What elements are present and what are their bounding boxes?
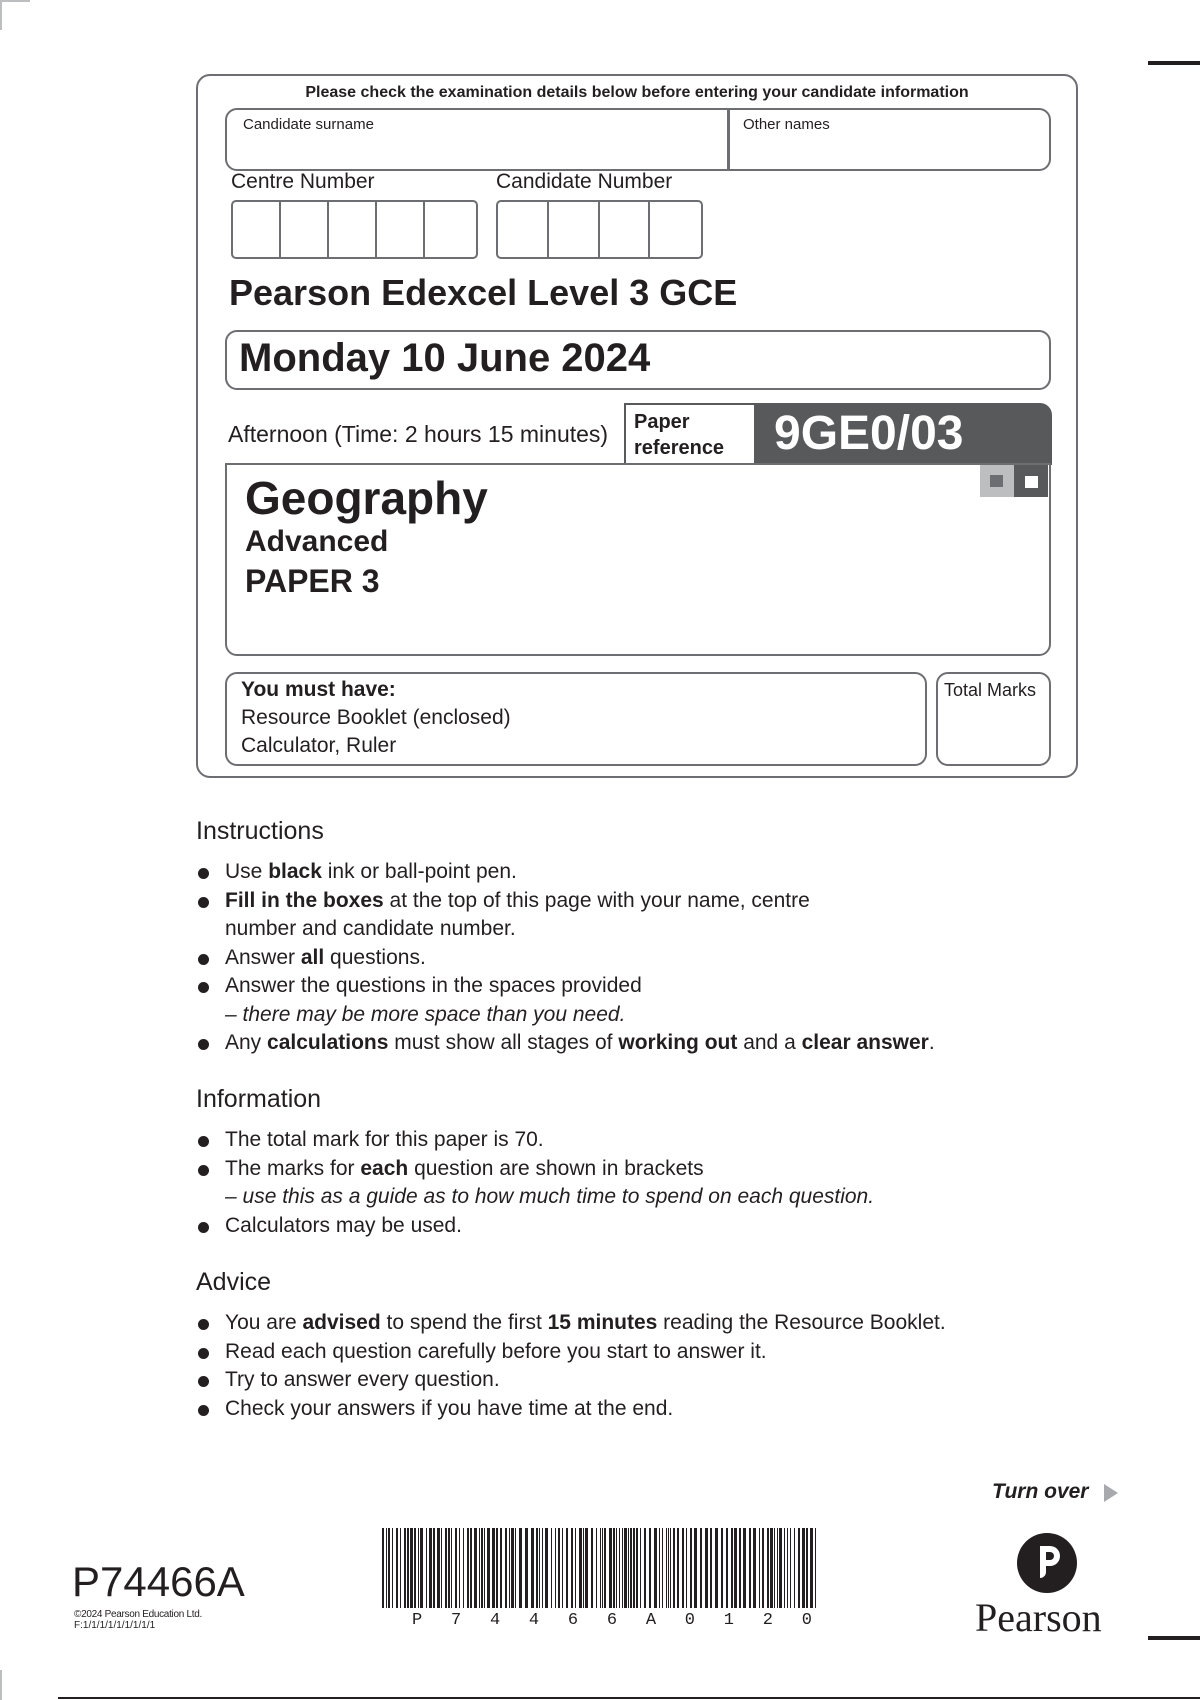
copyright-text: ©2024 Pearson Education Ltd. bbox=[74, 1609, 202, 1620]
barcode-bar bbox=[451, 1528, 452, 1608]
pearson-wordmark: Pearson bbox=[975, 1595, 1102, 1640]
item-text: The marks for bbox=[225, 1156, 361, 1180]
barcode-bar bbox=[654, 1528, 657, 1608]
barcode-bar bbox=[668, 1528, 669, 1608]
item-text: question are shown in brackets bbox=[408, 1156, 704, 1180]
crop-mark bbox=[0, 0, 2, 30]
list-item bbox=[196, 1212, 916, 1241]
barcode-bar bbox=[467, 1528, 469, 1608]
item-text: Check your answers if you have time at the end. bbox=[225, 1396, 674, 1420]
barcode-bar bbox=[596, 1528, 597, 1608]
barcode-bar bbox=[753, 1528, 756, 1608]
barcode-bar bbox=[731, 1528, 733, 1608]
total-marks-label: Total Marks bbox=[944, 680, 1037, 700]
barcode-bar bbox=[715, 1528, 718, 1608]
barcode-bar bbox=[644, 1528, 646, 1608]
equipment-item: Resource Booklet (enclosed) bbox=[241, 706, 511, 729]
item-emphasis: calculations bbox=[267, 1031, 389, 1054]
list-item bbox=[196, 1309, 1016, 1338]
paper-reference-code: 9GE0/03 bbox=[774, 407, 964, 460]
paper-reference-box bbox=[624, 403, 1052, 465]
barcode-bar bbox=[762, 1528, 764, 1608]
subject-level: Advanced bbox=[245, 525, 389, 558]
instructions-list bbox=[196, 858, 935, 1058]
barcode-bar bbox=[388, 1528, 390, 1608]
equipment-box bbox=[225, 672, 927, 766]
barcode-bar bbox=[659, 1528, 660, 1608]
barcode-bar bbox=[694, 1528, 697, 1608]
barcode-digit: 2 bbox=[762, 1611, 773, 1630]
instructions-heading: Instructions bbox=[196, 817, 324, 845]
barcode-bar bbox=[500, 1528, 502, 1608]
barcode-bar bbox=[640, 1528, 641, 1608]
barcode-bar bbox=[705, 1528, 708, 1608]
barcode-bar bbox=[600, 1528, 601, 1608]
digit-box[interactable] bbox=[425, 202, 473, 257]
information-heading: Information bbox=[196, 1085, 322, 1113]
barcode-bar bbox=[585, 1528, 588, 1608]
barcode-bar bbox=[636, 1528, 638, 1608]
bullet-icon bbox=[198, 1348, 209, 1359]
barcode-bar bbox=[666, 1528, 667, 1608]
barcode-bar bbox=[710, 1528, 712, 1608]
barcode-bar bbox=[815, 1528, 816, 1608]
barcode-bar bbox=[420, 1528, 423, 1608]
barcode-bar bbox=[571, 1528, 573, 1608]
barcode-bar bbox=[441, 1528, 442, 1608]
bullet-icon bbox=[198, 1319, 209, 1330]
item-emphasis: clear answer bbox=[801, 1031, 929, 1054]
barcode-bar bbox=[579, 1528, 582, 1608]
barcode-digit: 1 bbox=[723, 1611, 734, 1630]
crop-mark bbox=[0, 0, 30, 2]
other-names-field[interactable] bbox=[730, 110, 1049, 169]
barcode-bar bbox=[583, 1528, 584, 1608]
barcode-bar bbox=[566, 1528, 568, 1608]
list-item bbox=[196, 972, 816, 1029]
crop-mark bbox=[1148, 1636, 1200, 1640]
barcode-bar bbox=[806, 1528, 808, 1608]
list-item bbox=[196, 1126, 916, 1155]
barcode-bar bbox=[767, 1528, 769, 1608]
item-text: reading the Resource Booklet. bbox=[657, 1311, 946, 1334]
barcode-bar bbox=[505, 1528, 507, 1608]
barcode-bar bbox=[555, 1528, 556, 1608]
digit-box[interactable] bbox=[498, 202, 549, 257]
barcode-bar bbox=[418, 1528, 419, 1608]
barcode-digit: A bbox=[645, 1611, 657, 1630]
bullet-icon bbox=[198, 868, 209, 879]
barcode-bar bbox=[562, 1528, 563, 1608]
check-note: Please check the examination details below before entering your candidate information bbox=[305, 84, 969, 101]
subject-title: Geography bbox=[245, 472, 488, 524]
barcode-bar bbox=[448, 1528, 450, 1608]
barcode-bar bbox=[558, 1528, 560, 1608]
bullet-icon bbox=[198, 954, 209, 965]
item-text: at the top of this page with your name, centre number and candidate number. bbox=[225, 888, 810, 940]
barcode-bar bbox=[739, 1528, 741, 1608]
candidate-number-label: Candidate Number bbox=[496, 170, 673, 193]
list-item bbox=[196, 887, 816, 944]
barcode-bar bbox=[790, 1528, 791, 1608]
barcode-bar bbox=[515, 1528, 516, 1608]
barcode-bar bbox=[609, 1528, 612, 1608]
item-text: Read each question carefully before you start to answer it. bbox=[225, 1339, 767, 1363]
barcode-bar bbox=[721, 1528, 723, 1608]
subject-box bbox=[225, 463, 1051, 656]
centre-number-label: Centre Number bbox=[231, 170, 375, 193]
barcode-bar bbox=[673, 1528, 675, 1608]
barcode-bar bbox=[726, 1528, 728, 1608]
barcode-bar bbox=[551, 1528, 552, 1608]
barcode-bar bbox=[624, 1528, 627, 1608]
total-marks-box bbox=[936, 672, 1051, 766]
barcode-bar bbox=[414, 1528, 416, 1608]
bullet-icon bbox=[198, 1039, 209, 1050]
digit-box[interactable] bbox=[650, 202, 701, 257]
item-text: must show all stages of bbox=[388, 1031, 619, 1054]
barcode-bar bbox=[619, 1528, 620, 1608]
barcode-bar bbox=[396, 1528, 398, 1608]
list-item bbox=[196, 1395, 1016, 1424]
item-text: . bbox=[928, 1031, 935, 1054]
barcode-bar bbox=[410, 1528, 413, 1608]
pearson-logo-icon bbox=[1016, 1532, 1078, 1594]
paper-reference-label: Paper reference bbox=[626, 405, 754, 463]
digit-box[interactable] bbox=[377, 202, 425, 257]
barcode-bar bbox=[575, 1528, 576, 1608]
barcode-bar bbox=[602, 1528, 603, 1608]
barcode-bar bbox=[743, 1528, 746, 1608]
barcode-bar bbox=[536, 1528, 538, 1608]
barcode-bar bbox=[670, 1528, 671, 1608]
list-item bbox=[196, 1338, 1016, 1367]
barcode-bar bbox=[616, 1528, 617, 1608]
barcode-bar bbox=[459, 1528, 460, 1608]
exam-session: Afternoon (Time: 2 hours 15 minutes) bbox=[228, 421, 609, 447]
barcode-bar bbox=[455, 1528, 457, 1608]
information-list bbox=[196, 1126, 916, 1240]
barcode-bar bbox=[531, 1528, 534, 1608]
bullet-icon bbox=[198, 897, 209, 908]
advice-list bbox=[196, 1309, 1016, 1423]
barcode-bar bbox=[734, 1528, 737, 1608]
item-emphasis: all bbox=[300, 945, 325, 969]
barcode-bar bbox=[662, 1528, 663, 1608]
barcode-bar bbox=[622, 1528, 623, 1608]
exam-date-box bbox=[225, 330, 1051, 390]
digit-box[interactable] bbox=[233, 202, 281, 257]
barcode-bar bbox=[794, 1528, 795, 1608]
item-text: Answer the questions in the spaces provided bbox=[225, 974, 642, 997]
barcode-bar bbox=[392, 1528, 393, 1608]
other-names-label: Other names bbox=[743, 116, 830, 133]
item-emphasis: advised bbox=[302, 1311, 381, 1334]
print-code: F:1/1/1/1/1/1/1/1/1 bbox=[74, 1620, 156, 1631]
item-text: Try to answer every question. bbox=[225, 1368, 500, 1391]
bullet-icon bbox=[198, 1405, 209, 1416]
barcode-bar bbox=[474, 1528, 477, 1608]
item-text: Use bbox=[225, 860, 269, 883]
surname-label: Candidate surname bbox=[243, 116, 374, 133]
item-text: to spend the first bbox=[380, 1311, 548, 1334]
equipment-item: Calculator, Ruler bbox=[241, 734, 397, 757]
barcode-bar bbox=[525, 1528, 528, 1608]
paper-code: P74466A bbox=[72, 1558, 245, 1605]
barcode-bar bbox=[509, 1528, 510, 1608]
candidate-number-field[interactable] bbox=[496, 200, 703, 259]
item-emphasis: working out bbox=[618, 1031, 738, 1054]
digit-box[interactable] bbox=[600, 202, 651, 257]
item-text: You are bbox=[225, 1311, 303, 1334]
barcode-bar bbox=[604, 1528, 606, 1608]
barcode-bar bbox=[542, 1528, 543, 1608]
item-note: – there may be more space than you need. bbox=[225, 1002, 626, 1026]
list-item bbox=[196, 944, 816, 973]
barcode-bar bbox=[759, 1528, 760, 1608]
barcode-bar bbox=[613, 1528, 615, 1608]
barcode-text bbox=[412, 1611, 812, 1630]
barcode-digit: 7 bbox=[450, 1611, 462, 1630]
barcode-bar bbox=[484, 1528, 485, 1608]
barcode-bar bbox=[519, 1528, 522, 1608]
barcode-bar bbox=[426, 1528, 427, 1608]
bullet-icon bbox=[198, 1376, 209, 1387]
barcode-bar bbox=[433, 1528, 435, 1608]
barcode-digit: 0 bbox=[801, 1611, 812, 1630]
digit-box[interactable] bbox=[549, 202, 600, 257]
centre-number-field[interactable] bbox=[231, 200, 478, 259]
barcode-bar bbox=[633, 1528, 635, 1608]
barcode-bar bbox=[496, 1528, 498, 1608]
list-item bbox=[196, 1155, 916, 1212]
barcode-bar bbox=[677, 1528, 679, 1608]
barcode-bar bbox=[481, 1528, 483, 1608]
barcode-bar bbox=[682, 1528, 684, 1608]
barcode-digit: 4 bbox=[528, 1611, 540, 1630]
barcode-bar bbox=[779, 1528, 782, 1608]
exam-date: Monday 10 June 2024 bbox=[239, 336, 651, 380]
barcode-bar bbox=[591, 1528, 593, 1608]
bullet-icon bbox=[198, 982, 209, 993]
barcode-bar bbox=[386, 1528, 387, 1608]
item-emphasis: 15 minutes bbox=[547, 1311, 658, 1334]
turn-over-label: Turn over bbox=[992, 1480, 1089, 1503]
item-text: questions. bbox=[324, 945, 426, 969]
barcode-bar bbox=[511, 1528, 514, 1608]
barcode-bar bbox=[539, 1528, 540, 1608]
item-text: and a bbox=[737, 1031, 802, 1054]
barcode-bar bbox=[700, 1528, 702, 1608]
barcode-bar bbox=[774, 1528, 775, 1608]
barcode-bar bbox=[492, 1528, 495, 1608]
qualification-title: Pearson Edexcel Level 3 GCE bbox=[229, 272, 738, 313]
item-emphasis: Fill in the boxes bbox=[225, 888, 384, 912]
barcode-bar bbox=[749, 1528, 751, 1608]
barcode-bar bbox=[400, 1528, 401, 1608]
item-note: – use this as a guide as to how much time to spend on each question. bbox=[225, 1185, 875, 1208]
barcode-bar bbox=[628, 1528, 629, 1608]
paper-number: PAPER 3 bbox=[245, 563, 380, 599]
paper-marker-icon bbox=[1014, 465, 1048, 497]
item-emphasis: black bbox=[268, 860, 322, 883]
barcode-bar bbox=[479, 1528, 480, 1608]
barcode-bar bbox=[690, 1528, 692, 1608]
barcode-bar bbox=[686, 1528, 687, 1608]
crop-mark bbox=[0, 1670, 2, 1700]
surname-field[interactable] bbox=[227, 110, 727, 169]
barcode-bar bbox=[429, 1528, 432, 1608]
candidate-name-box bbox=[225, 108, 1051, 171]
digit-box[interactable] bbox=[281, 202, 329, 257]
barcode bbox=[382, 1528, 818, 1620]
barcode-bar bbox=[649, 1528, 651, 1608]
barcode-digit: 4 bbox=[489, 1611, 501, 1630]
equipment-title: You must have: bbox=[241, 678, 396, 701]
barcode-bar bbox=[382, 1528, 384, 1608]
barcode-bar bbox=[784, 1528, 785, 1608]
paper-marker-icon bbox=[980, 465, 1014, 497]
advice-heading: Advice bbox=[196, 1268, 272, 1296]
barcode-bar bbox=[770, 1528, 773, 1608]
barcode-bar bbox=[802, 1528, 805, 1608]
crop-mark bbox=[1148, 61, 1200, 65]
digit-box[interactable] bbox=[329, 202, 377, 257]
barcode-digit: P bbox=[412, 1611, 423, 1630]
bullet-icon bbox=[198, 1136, 209, 1147]
bullet-icon bbox=[198, 1165, 209, 1176]
list-item bbox=[196, 858, 816, 887]
barcode-bar bbox=[810, 1528, 813, 1608]
barcode-bar bbox=[407, 1528, 409, 1608]
barcode-bar bbox=[404, 1528, 406, 1608]
barcode-bar bbox=[787, 1528, 788, 1608]
list-item bbox=[196, 1029, 935, 1058]
item-text: Calculators may be used. bbox=[225, 1213, 462, 1237]
bottom-rule bbox=[58, 1697, 1200, 1699]
triangle-right-icon bbox=[1104, 1484, 1118, 1502]
barcode-digit: 6 bbox=[567, 1611, 579, 1630]
barcode-bar bbox=[487, 1528, 490, 1608]
barcode-bar bbox=[445, 1528, 447, 1608]
bullet-icon bbox=[198, 1222, 209, 1233]
barcode-bar bbox=[470, 1528, 472, 1608]
barcode-bar bbox=[630, 1528, 632, 1608]
list-item bbox=[196, 1366, 1016, 1395]
barcode-digit: 6 bbox=[606, 1611, 618, 1630]
item-text: The total mark for this paper is 70. bbox=[225, 1128, 544, 1151]
barcode-bar bbox=[437, 1528, 440, 1608]
item-text: Any bbox=[225, 1031, 268, 1054]
barcode-bar bbox=[798, 1528, 800, 1608]
item-emphasis: each bbox=[360, 1156, 409, 1180]
barcode-digit: 0 bbox=[684, 1611, 695, 1630]
barcode-bar bbox=[463, 1528, 464, 1608]
item-text: Answer bbox=[225, 945, 301, 969]
barcode-bar bbox=[777, 1528, 778, 1608]
item-text: ink or ball-point pen. bbox=[321, 860, 517, 883]
barcode-bar bbox=[545, 1528, 548, 1608]
